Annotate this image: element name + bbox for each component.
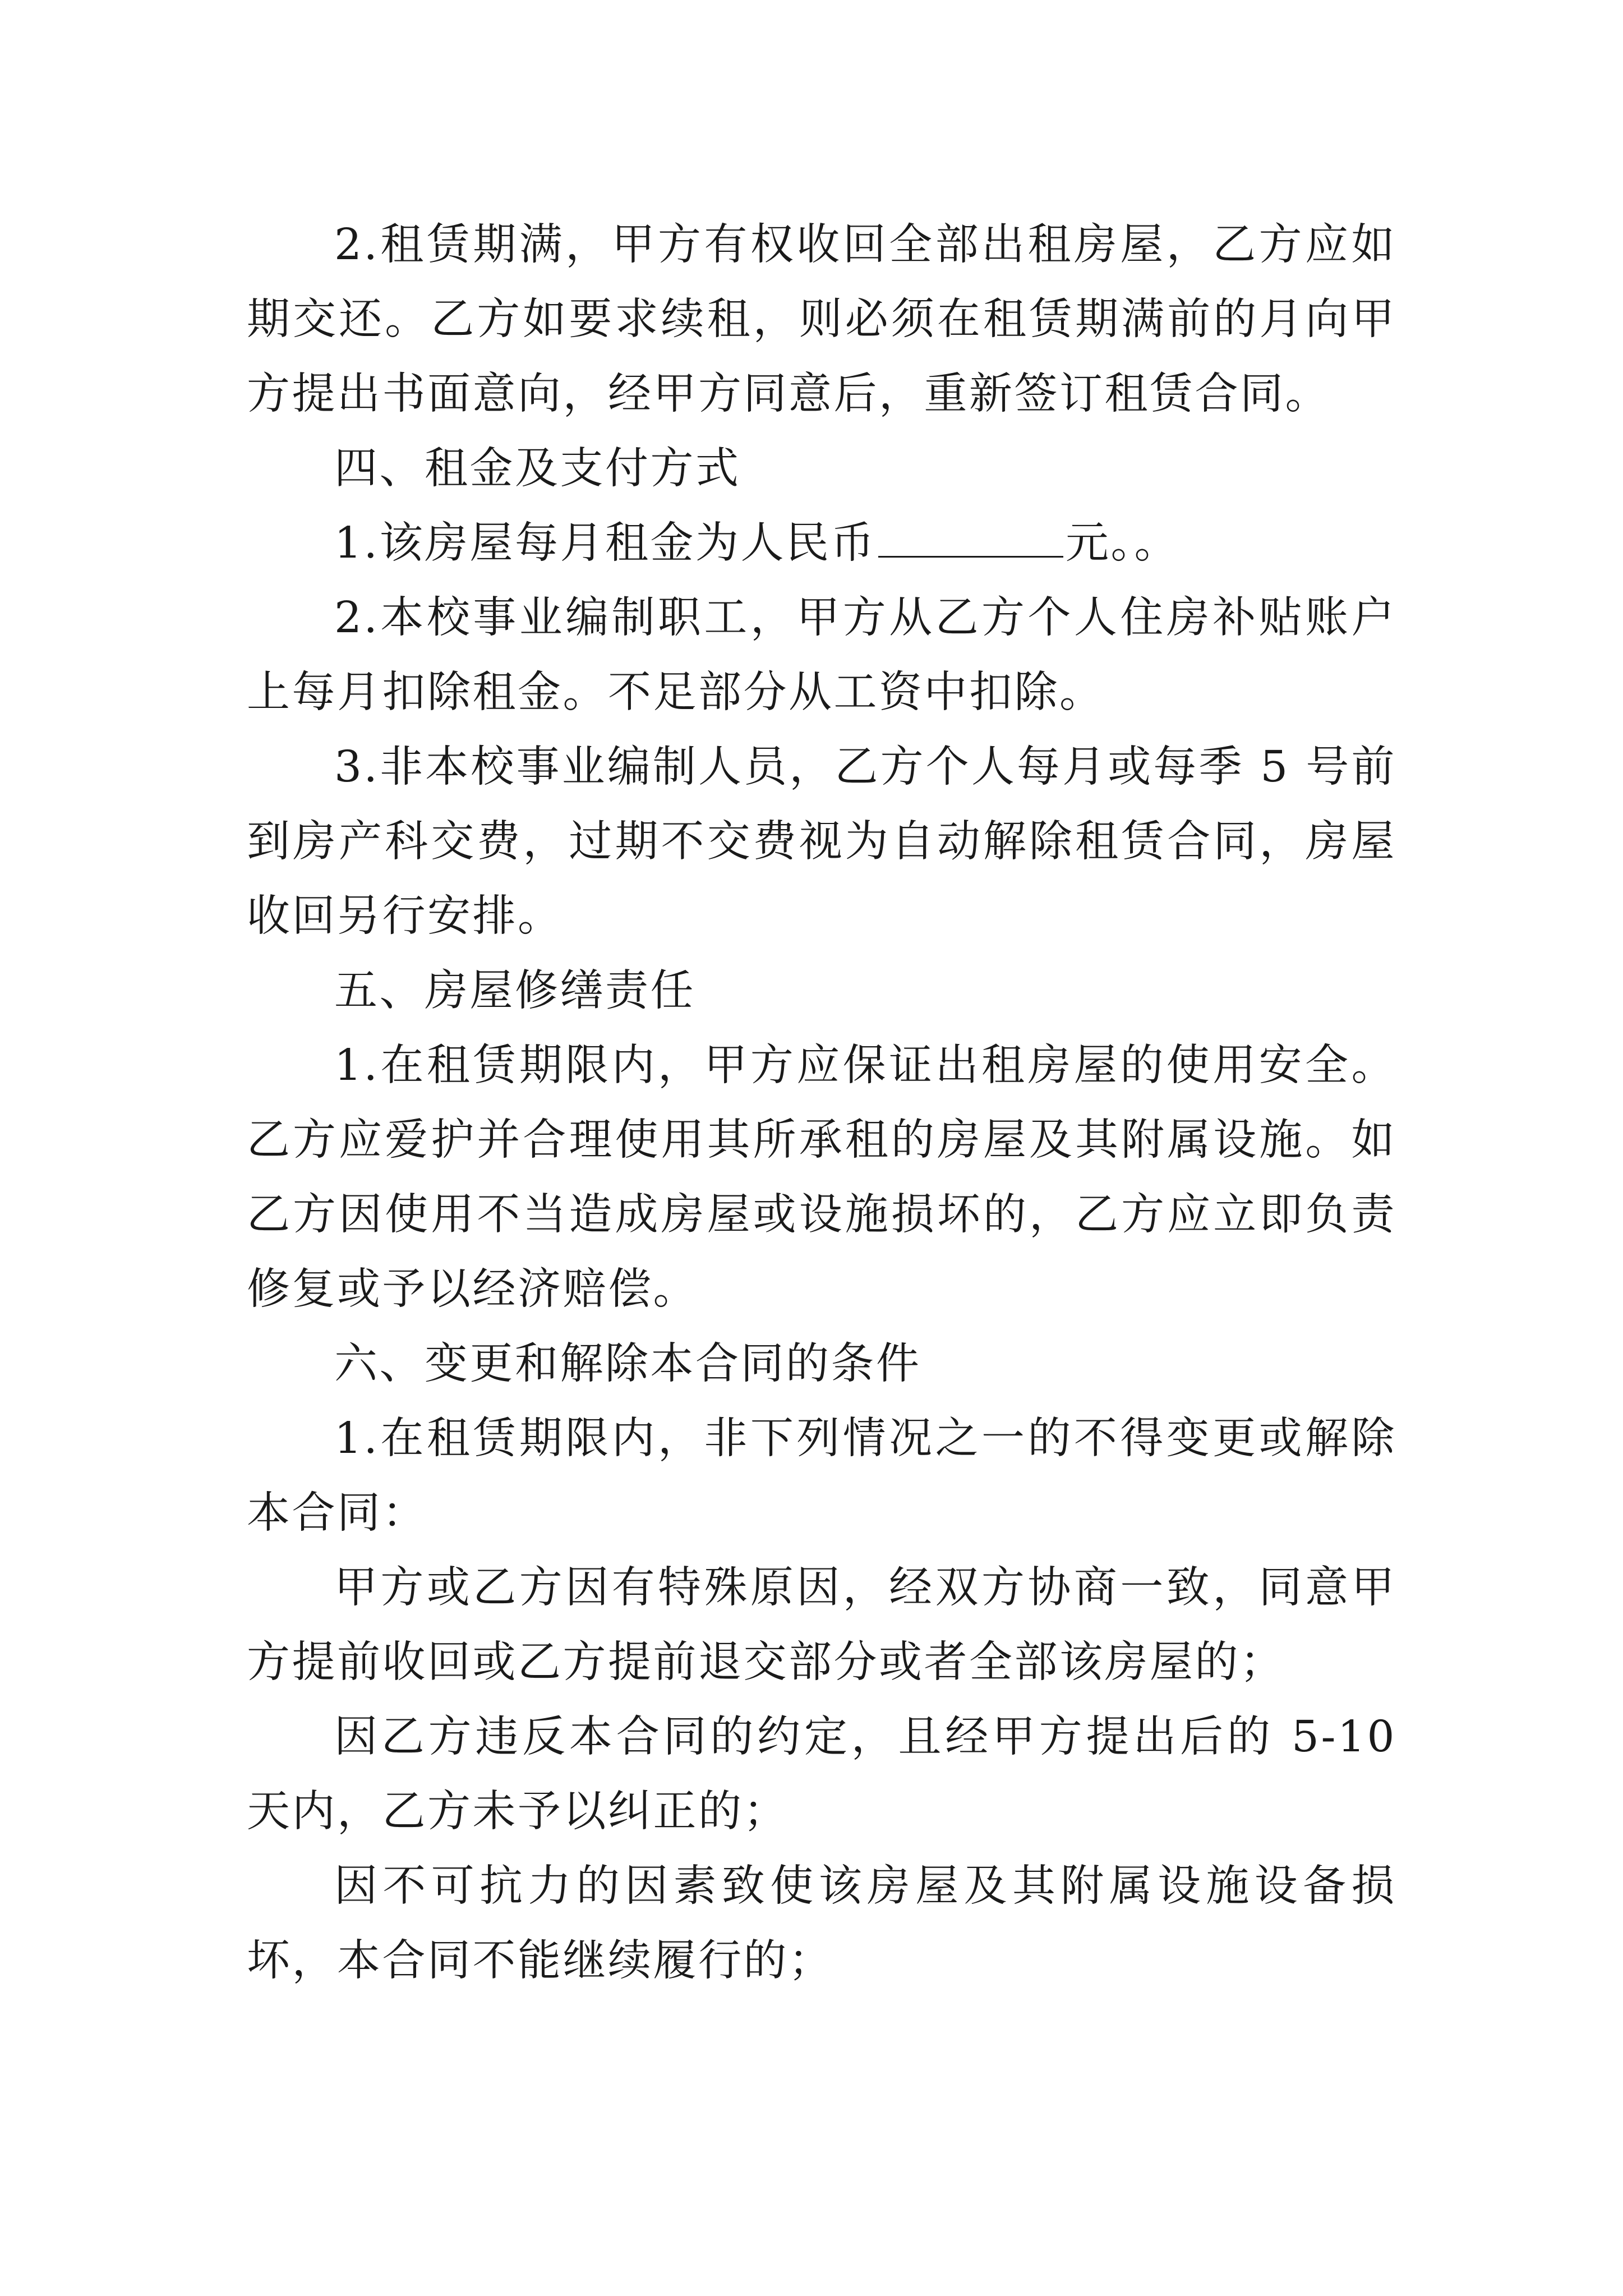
clause-4-1-text-after: 元。。 — [1065, 518, 1179, 568]
clause-5-1-paragraph: 1.在租赁期限内，甲方应保证出租房屋的使用安全。乙方应爱护并合理使用其所承租的房屋及其附属设施。如乙方因使用不当造成房屋或设施损坏的，乙方应立即负责修复或予以经济赔偿。 — [247, 1041, 1396, 1314]
section-4-heading: 四、租金及支付方式 — [334, 444, 741, 494]
clause-4-1-text-before: 1.该房屋每月租金为人民币 — [334, 518, 876, 568]
condition-item-1: 甲方或乙方因有特殊原因，经双方协商一致，同意甲方提前收回或乙方提前退交部分或者全部该房屋的； — [247, 1563, 1396, 1687]
clause-4-1-paragraph — [247, 506, 1396, 581]
clause-3-2-paragraph: 2.租赁期满，甲方有权收回全部出租房屋，乙方应如期交还。乙方如要求续租，则必须在租赁期满前的月向甲方提出书面意向，经甲方同意后，重新签订租赁合同。 — [247, 220, 1396, 419]
section-6-heading: 六、变更和解除本合同的条件 — [334, 1339, 921, 1389]
clause-4-2-paragraph: 2.本校事业编制职工，甲方从乙方个人住房补贴账户上每月扣除租金。不足部分从工资中扣除。 — [247, 593, 1396, 717]
rent-amount-blank — [878, 517, 1063, 558]
clause-6-1-paragraph: 1.在租赁期限内，非下列情况之一的不得变更或解除本合同： — [247, 1414, 1396, 1538]
section-5-heading: 五、房屋修缮责任 — [334, 966, 695, 1016]
condition-item-2: 因乙方违反本合同的约定，且经甲方提出后的 5-10 天内，乙方未予以纠正的； — [247, 1712, 1396, 1837]
document-body — [247, 208, 1396, 1998]
condition-item-3: 因不可抗力的因素致使该房屋及其附属设施设备损坏，本合同不能继续履行的； — [247, 1861, 1396, 1986]
clause-4-3-paragraph: 3.非本校事业编制人员，乙方个人每月或每季 5 号前到房产科交费，过期不交费视为自动解除租赁合同，房屋收回另行安排。 — [247, 742, 1396, 941]
